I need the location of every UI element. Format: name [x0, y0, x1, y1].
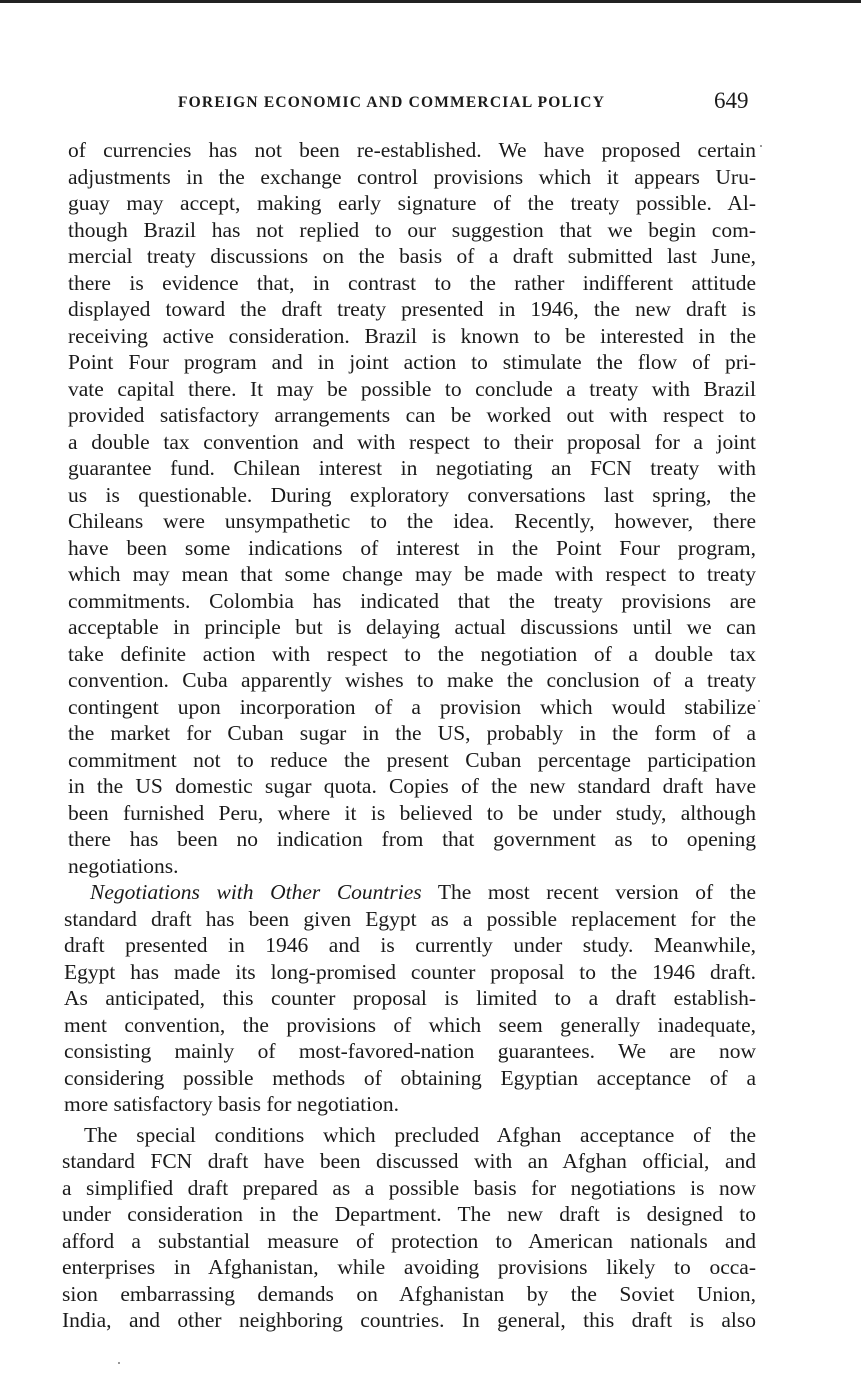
- text-line: in the US domestic sugar quota. Copies of the new standard draft have: [68, 774, 756, 798]
- text-line: sion embarrassing demands on Afghanistan by the Soviet Union,: [62, 1281, 756, 1306]
- text-line: contingent upon incorporation of a provision which would stabilize: [68, 694, 756, 719]
- text-line: under consideration in the Department. The new draft is designed to: [62, 1202, 756, 1226]
- text-line-rest: The most recent version of the: [421, 880, 756, 904]
- text-line: draft presented in 1946 and is currently under study. Meanwhile,: [64, 933, 756, 957]
- text-line: India, and other neighboring countries. In general, this draft is also: [62, 1308, 756, 1332]
- text-line: As anticipated, this counter proposal is limited to a draft establish-: [64, 986, 756, 1010]
- text-line: a double tax convention and with respect to their proposal for a joint: [68, 429, 756, 454]
- text-line: standard draft has been given Egypt as a possible replacement for the: [64, 906, 756, 931]
- page-header: [0, 90, 861, 120]
- text-line: [64, 879, 756, 906]
- scan-speck: [758, 700, 760, 702]
- text-line: more satisfactory basis for negotiation.: [64, 1092, 399, 1116]
- text-line: guarantee fund. Chilean interest in negotiating an FCN treaty with: [68, 456, 756, 480]
- text-line: have been some indications of interest in the Point Four program,: [68, 535, 756, 560]
- text-line: displayed toward the draft treaty presented in 1946, the new draft is: [68, 297, 756, 321]
- paragraph-2: [64, 879, 756, 1118]
- text-line: commitment not to reduce the present Cuban percentage participation: [68, 747, 756, 772]
- text-line: ment convention, the provisions of which seem generally inadequate,: [64, 1012, 756, 1037]
- text-line: the market for Cuban sugar in the US, probably in the form of a: [68, 721, 756, 745]
- text-line: enterprises in Afghanistan, while avoiding provisions likely to occa-: [62, 1255, 756, 1279]
- text-line: acceptable in principle but is delaying actual discussions until we can: [68, 615, 756, 639]
- text-line: Point Four program and in joint action to stimulate the flow of pri-: [68, 350, 756, 374]
- text-line: mercial treaty discussions on the basis of a draft submitted last June,: [68, 244, 756, 268]
- text-line: there is evidence that, in contrast to the rather indifferent attitude: [68, 270, 756, 295]
- text-line: take definite action with respect to the negotiation of a double tax: [68, 641, 756, 666]
- paragraph-1: [64, 137, 756, 879]
- text-line: though Brazil has not replied to our suggestion that we begin com-: [68, 217, 756, 242]
- paragraph-3: [64, 1122, 756, 1334]
- page-number: 649: [714, 88, 749, 113]
- text-line: Egypt has made its long-promised counter proposal to the 1946 draft.: [64, 959, 756, 984]
- text-line: negotiations.: [68, 853, 179, 878]
- scan-speck: [118, 1362, 120, 1364]
- text-line: a simplified draft prepared as a possible basis for negotiations is now: [62, 1175, 756, 1200]
- running-head: FOREIGN ECONOMIC AND COMMERCIAL POLICY: [178, 94, 606, 111]
- text-line: Chileans were unsympathetic to the idea. Recently, however, there: [68, 509, 756, 533]
- text-line: convention. Cuba apparently wishes to make the conclusion of a treaty: [68, 668, 756, 692]
- text-line: of currencies has not been re-established. We have proposed certain: [68, 138, 756, 162]
- text-line: provided satisfactory arrangements can be worked out with respect to: [68, 403, 756, 427]
- text-line: receiving active consideration. Brazil is known to be interested in the: [68, 323, 756, 348]
- text-line: afford a substantial measure of protection to American nationals and: [62, 1228, 756, 1253]
- text-line: been furnished Peru, where it is believed to be under study, although: [68, 800, 756, 825]
- text-line: guay may accept, making early signature of the treaty possible. Al-: [68, 191, 756, 215]
- text-line: considering possible methods of obtaining Egyptian acceptance of a: [64, 1065, 756, 1090]
- scan-speck: [760, 145, 762, 147]
- text-line: commitments. Colombia has indicated that the treaty provisions are: [68, 588, 756, 613]
- text-line: consisting mainly of most-favored-nation guarantees. We are now: [64, 1039, 756, 1063]
- text-line: adjustments in the exchange control provisions which it appears Uru-: [68, 164, 756, 189]
- text-line: standard FCN draft have been discussed with an Afghan official, and: [62, 1149, 756, 1173]
- body-text: [64, 137, 756, 1334]
- top-border-rule: [0, 0, 861, 3]
- text-line: there has been no indication from that government as to opening: [68, 827, 756, 851]
- text-line: us is questionable. During exploratory conversations last spring, the: [68, 482, 756, 507]
- text-line: vate capital there. It may be possible to conclude a treaty with Brazil: [68, 376, 756, 401]
- text-line: which may mean that some change may be made with respect to treaty: [68, 562, 756, 586]
- runin-heading: Negotiations with Other Countries: [90, 880, 422, 904]
- text-line: The special conditions which precluded Afghan acceptance of the: [84, 1122, 756, 1147]
